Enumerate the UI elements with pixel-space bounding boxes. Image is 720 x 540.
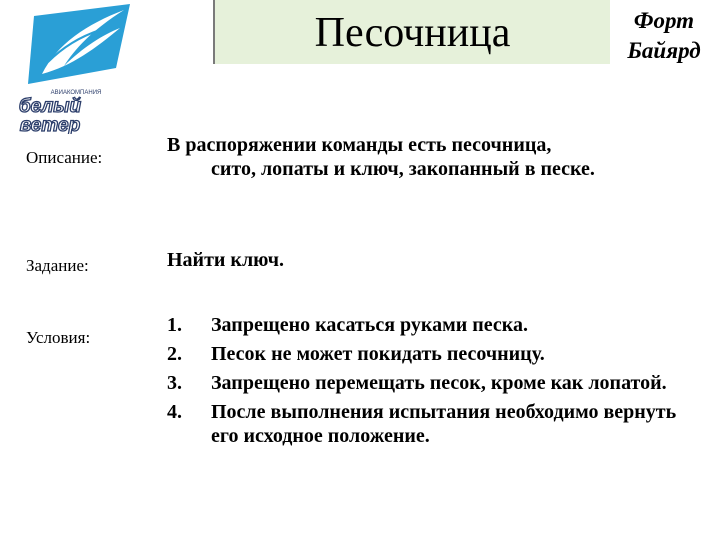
description-label: Описание: <box>26 148 103 167</box>
description-rest: сито, лопаты и ключ, закопанный в песке. <box>211 158 595 180</box>
logo-name-line1: белый <box>18 96 82 117</box>
condition-item <box>167 400 687 448</box>
page-title: Песочница <box>314 10 511 56</box>
condition-number: 4. <box>167 401 182 423</box>
condition-number: 1. <box>167 314 182 336</box>
condition-number: 2. <box>167 343 182 365</box>
title-box <box>213 0 610 64</box>
description-first-line: В распоряжении команды есть песочница, <box>167 134 552 156</box>
description-text <box>167 133 667 181</box>
task-label: Задание: <box>26 256 89 275</box>
condition-item <box>167 313 687 337</box>
condition-item <box>167 371 687 395</box>
condition-text: Запрещено касаться руками песка. <box>211 314 528 336</box>
logo-name-line2: ветер <box>19 115 81 134</box>
logo-small-text: АВИАКОМПАНИЯ <box>50 90 102 96</box>
task-text: Найти ключ. <box>167 249 284 271</box>
condition-item <box>167 342 687 366</box>
white-wind-logo-icon <box>12 4 140 134</box>
conditions-list <box>167 313 687 453</box>
condition-text: После выполнения испытания необходимо вернуть его исходное положение. <box>211 401 677 447</box>
condition-text: Запрещено перемещать песок, кроме как лопатой. <box>211 372 667 394</box>
conditions-label: Условия: <box>26 328 91 347</box>
fort-boyard-badge <box>614 6 714 66</box>
badge-line-1: Форт <box>633 8 695 33</box>
company-logo <box>12 4 140 134</box>
condition-number: 3. <box>167 372 182 394</box>
badge-line-2: Байярд <box>627 38 701 63</box>
condition-text: Песок не может покидать песочницу. <box>211 343 545 365</box>
